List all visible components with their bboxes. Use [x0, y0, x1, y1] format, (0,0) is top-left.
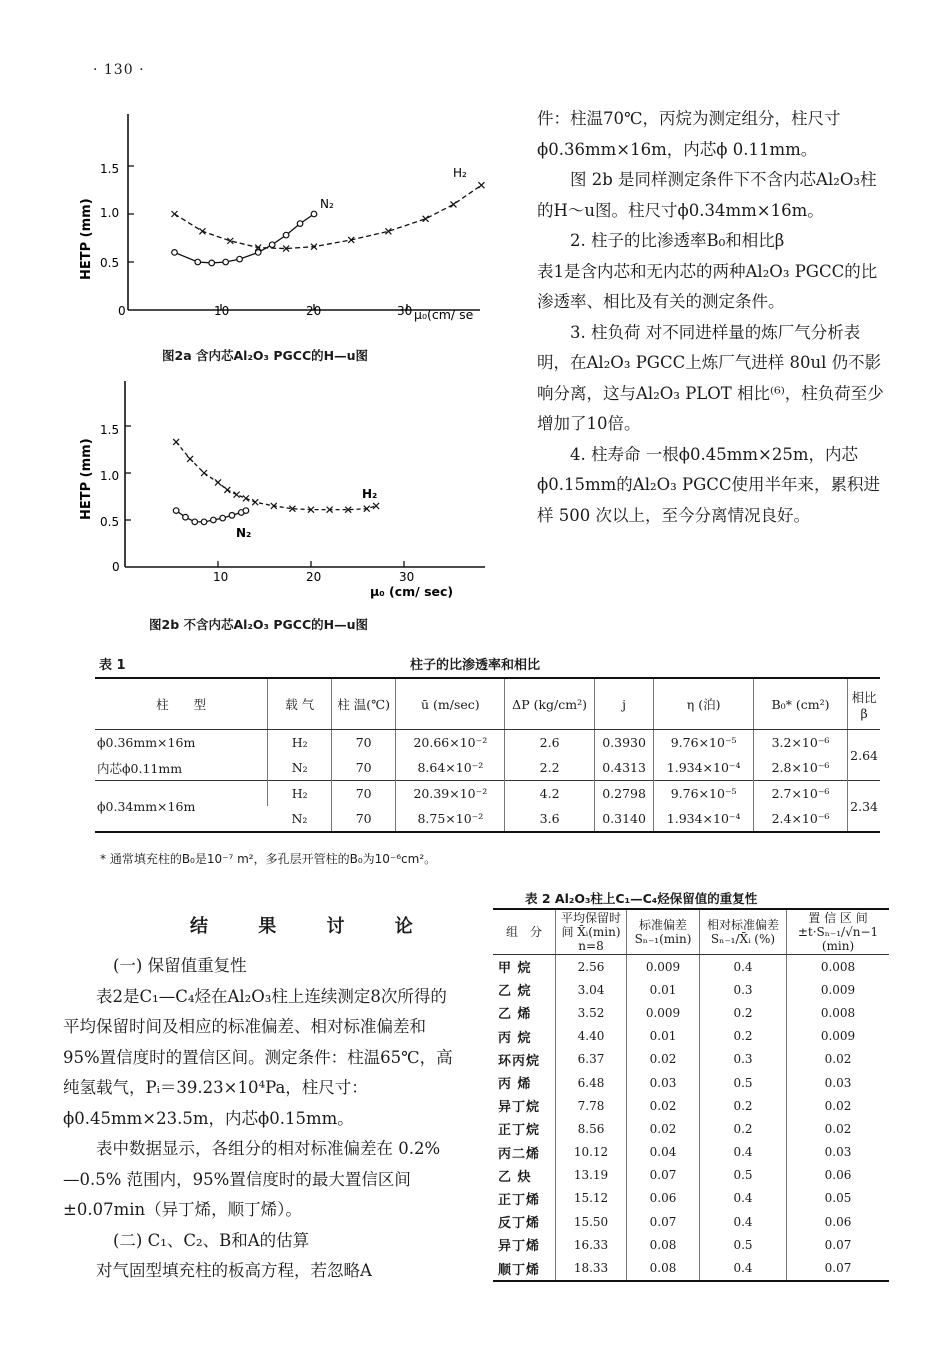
table-cell: 0.06: [787, 1164, 890, 1187]
table-row: [493, 1233, 889, 1256]
figure-2a-plot: [128, 114, 484, 310]
table-cell: 16.33: [556, 1233, 627, 1256]
subheading: (一) 保留值重复性: [113, 956, 247, 975]
data-point: [311, 211, 317, 217]
table-1-title: 柱子的比渗透率和相比: [409, 658, 540, 673]
table-cell: 0.5: [700, 1071, 787, 1094]
table-cell: 20.39×10⁻²: [396, 781, 505, 807]
figure-2a-ylabel: HETP (mm): [79, 198, 94, 280]
table-cell: N₂: [291, 811, 308, 826]
subheading: (二) C₁、C₂、B和A的估算: [113, 1230, 310, 1250]
table-row: [95, 730, 880, 756]
figure-2b-label-n2: N₂: [236, 526, 252, 540]
figure-2b-caption: 图2b 不含内芯Al₂O₃ PGCC的H—u图: [149, 617, 369, 632]
table-cell: 9.76×10⁻⁵: [654, 781, 753, 807]
data-point: [234, 492, 240, 498]
table-cell: 7.78: [556, 1094, 627, 1117]
table-cell: 3.6: [505, 806, 594, 832]
table-cell: 2.64: [848, 730, 880, 781]
table-cell: 2.2: [505, 755, 594, 781]
data-point: [478, 182, 484, 188]
table-cell: 3.52: [556, 1001, 627, 1024]
table-header: B₀* (cm²): [753, 678, 847, 730]
data-point: [237, 256, 243, 262]
table-row: [493, 1048, 889, 1071]
table-header: 相比β: [848, 678, 880, 730]
table-cell: 0.5: [700, 1164, 787, 1187]
table-header: 标准偏差 Sₙ₋₁(min): [627, 909, 700, 955]
component-name: 甲 烷: [498, 961, 532, 977]
figure-2b-ytick: 0.5: [100, 515, 120, 529]
table-row: [95, 781, 880, 807]
table-cell: 0.4: [700, 1187, 787, 1210]
data-point: [172, 211, 178, 217]
table-cell: 0.3: [700, 1048, 787, 1071]
table-cell: 0.07: [627, 1210, 700, 1233]
table-cell: 0.03: [787, 1071, 890, 1094]
table-cell: ϕ0.34mm×16m: [95, 781, 268, 833]
table-cell: 18.33: [556, 1256, 627, 1280]
table-cell: 0.4: [700, 1141, 787, 1164]
table-cell: 70: [332, 730, 396, 756]
table-header: η (泊): [654, 678, 753, 730]
component-name: 乙 烯: [498, 1007, 532, 1023]
data-point: [423, 216, 429, 222]
data-point: [173, 508, 179, 514]
table-cell: 0.07: [787, 1256, 890, 1280]
data-point: [243, 495, 249, 501]
table-cell: 2.4×10⁻⁶: [753, 806, 847, 832]
data-point: [201, 519, 207, 525]
table-header-row: [95, 678, 880, 730]
table-cell: 0.07: [627, 1164, 700, 1187]
table-row: [493, 1094, 889, 1117]
table-cell: 0.2: [700, 1094, 787, 1117]
table-cell: 0.03: [787, 1141, 890, 1164]
figure-2a-xtick: 10: [214, 304, 230, 318]
table-cell: 3.2×10⁻⁶: [753, 730, 847, 756]
table-cell: 0.4: [700, 1256, 787, 1280]
table-cell: 2.34: [848, 781, 880, 833]
table-cell: 0.06: [787, 1210, 890, 1233]
paragraph: 件：柱温70℃，丙烷为测定组分，柱尺寸ϕ0.36mm×16m，内芯ϕ 0.11mm。: [537, 109, 841, 159]
table-cell: 6.37: [556, 1048, 627, 1071]
data-point: [199, 228, 205, 234]
figure-2a-label-n2: N₂: [320, 197, 334, 211]
table-cell: 0.4: [700, 955, 787, 979]
table-cell: 0.3930: [594, 730, 654, 756]
table-row: [493, 1071, 889, 1094]
table-cell: 0.02: [627, 1094, 700, 1117]
figure-2b-ytick: 1.0: [100, 469, 120, 483]
table-cell: 0.02: [787, 1117, 890, 1140]
table-header: 平均保留时 间 X̄ᵢ(min) n=8: [556, 909, 627, 955]
table-cell: 20.66×10⁻²: [396, 730, 505, 756]
paragraph: 4. 柱寿命 一根ϕ0.45mm×25m，内芯ϕ0.15mm的Al₂O₃ PGCC使用半年来，累积进样 500 次以上，至今分离情况良好。: [537, 444, 881, 525]
table-cell: 3.04: [556, 978, 627, 1001]
page-number: · 130 ·: [93, 62, 145, 78]
table-cell: 0.02: [627, 1117, 700, 1140]
table-cell: 0.2798: [594, 781, 654, 807]
paragraph: 表中数据显示，各组分的相对标准偏差在 0.2%—0.5% 范围内，95%置信度时的最大置信区间±0.07min（异丁烯，顺丁烯）。: [63, 1139, 441, 1219]
table-header: 柱 型: [95, 678, 268, 730]
table-2: [493, 908, 889, 1282]
data-point: [183, 514, 189, 520]
data-point: [215, 479, 221, 485]
figure-2a-ytick: 0.5: [100, 256, 120, 270]
paragraph: 表1是含内芯和无内芯的两种Al₂O₃ PGCC的比渗透率、相比及有关的测定条件。: [537, 261, 878, 311]
data-point: [269, 242, 275, 248]
right-column-text: [537, 104, 887, 531]
figure-2b-xtick: 10: [213, 570, 229, 584]
data-point: [173, 439, 179, 445]
table-cell: 15.12: [556, 1187, 627, 1210]
table-row: [493, 1141, 889, 1164]
component-name: 乙 炔: [498, 1169, 532, 1185]
figure-2a: [70, 100, 510, 335]
table-cell: 2.8×10⁻⁶: [753, 755, 847, 781]
data-point: [223, 259, 229, 265]
table-cell: 2.6: [505, 730, 594, 756]
table-cell: 1.934×10⁻⁴: [654, 755, 753, 781]
paragraph: 图 2b 是同样测定条件下不含内芯Al₂O₃柱的H～u图。柱尺寸ϕ0.34mm×16m。: [537, 170, 877, 220]
figure-2a-xtick: 30: [397, 304, 413, 318]
table-cell: 0.2: [700, 1025, 787, 1048]
table-cell: 0.008: [787, 955, 890, 979]
table-cell: 0.08: [627, 1233, 700, 1256]
section-heading: 结 果 讨 论: [190, 916, 435, 937]
table-cell: 0.01: [627, 1025, 700, 1048]
figure-2a-xtick: 0: [118, 304, 126, 318]
table-row: [493, 1025, 889, 1048]
table-cell: H₂: [268, 730, 332, 756]
table-header: 载 气: [268, 678, 332, 730]
data-point: [224, 487, 230, 493]
table-cell: 9.76×10⁻⁵: [654, 730, 753, 756]
table-cell: N₂: [268, 755, 332, 781]
table-row: [493, 1001, 889, 1024]
data-point: [195, 259, 201, 265]
table-cell: 0.03: [627, 1071, 700, 1094]
table-cell: 0.02: [787, 1048, 890, 1071]
table-cell: 0.02: [627, 1048, 700, 1071]
data-point: [192, 519, 198, 525]
table-row: [493, 1164, 889, 1187]
table-header: ū (m/sec): [396, 678, 505, 730]
table-row: [493, 1210, 889, 1233]
data-point: [243, 508, 249, 514]
table-header: 相对标准偏差 Sₙ₋₁/X̄ᵢ (%): [700, 909, 787, 955]
table-cell: 8.64×10⁻²: [396, 755, 505, 781]
table-cell: 70: [332, 755, 396, 781]
table-cell: 0.01: [627, 978, 700, 1001]
table-header: j: [594, 678, 654, 730]
data-point: [172, 250, 178, 256]
figure-2a-caption: 图2a 含内芯Al₂O₃ PGCC的H—u图: [162, 348, 369, 363]
table-1-footnote: * 通常填充柱的B₀是10⁻⁷ m²，多孔层开管柱的B₀为10⁻⁶cm²。: [100, 852, 437, 866]
component-name: 反丁烯: [498, 1216, 541, 1232]
table-cell: ϕ0.36mm×16m: [97, 735, 196, 750]
paragraph: 3. 柱负荷 对不同进样量的炼厂气分析表明，在Al₂O₃ PGCC上炼厂气进样 80ul 仍不影响分离，这与Al₂O₃ PLOT 相比⁽⁶⁾，柱负荷至少增加了10倍。: [537, 322, 884, 433]
table-cell: 0.008: [787, 1001, 890, 1024]
data-point: [229, 513, 235, 519]
table-row: [95, 755, 880, 781]
component-name: 正丁烯: [498, 1192, 541, 1208]
component-name: 丙 烯: [498, 1077, 532, 1093]
component-name: 顺丁烯: [498, 1262, 541, 1278]
table-cell: 0.07: [787, 1233, 890, 1256]
component-name: 异丁烯: [498, 1239, 541, 1255]
left-column-text: [63, 951, 453, 1287]
table-cell: 0.009: [627, 955, 700, 979]
table-cell: 0.02: [787, 1094, 890, 1117]
table-cell: 0.08: [627, 1256, 700, 1280]
table-header: ΔP (kg/cm²): [505, 678, 594, 730]
table-header-row: [493, 909, 889, 955]
component-name: 丙二烯: [498, 1146, 541, 1162]
table-cell: 1.934×10⁻⁴: [654, 806, 753, 832]
figure-2b-xtick: 30: [399, 570, 415, 584]
table-row: [493, 978, 889, 1001]
figure-2a-label-h2: H₂: [453, 166, 467, 180]
data-point: [209, 260, 215, 266]
table-row: [493, 1117, 889, 1140]
table-header: 柱 温(℃): [332, 678, 396, 730]
series-line-0: [175, 214, 315, 263]
data-point: [297, 221, 303, 227]
data-point: [201, 470, 207, 476]
data-point: [187, 456, 193, 462]
table-cell: 70: [332, 806, 396, 832]
component-name: 异丁烷: [498, 1100, 541, 1116]
data-point: [211, 517, 217, 523]
table-cell: 0.2: [700, 1001, 787, 1024]
table-cell: 2.56: [556, 955, 627, 979]
component-name: 乙 烷: [498, 984, 532, 1000]
figure-2a-xtick: 20: [306, 304, 322, 318]
table-1: [95, 677, 880, 833]
table-cell: 0.4313: [594, 755, 654, 781]
series-line-1: [175, 185, 482, 248]
component-name: 丙 烷: [498, 1030, 532, 1046]
table-row: [493, 955, 889, 979]
table-cell: 10.12: [556, 1141, 627, 1164]
table-cell: 0.04: [627, 1141, 700, 1164]
figure-2b-ylabel: HETP (mm): [79, 438, 94, 520]
table-cell: H₂: [268, 781, 332, 807]
paragraph: 表2是C₁—C₄烃在Al₂O₃柱上连续测定8次所得的平均保留时间及相应的标准偏差、相对标准偏差和95%置信度时的置信区间。测定条件：柱温65℃，高纯氢载气，Pᵢ＝39.23×10⁴Pa，柱尺寸：ϕ0.45mm×23.5m，内芯ϕ0.15mm。: [63, 986, 453, 1128]
data-point: [220, 515, 226, 521]
table-cell: 0.4: [700, 1210, 787, 1233]
table-cell: 内芯ϕ0.11mm: [97, 760, 183, 776]
table-header: 组 分: [493, 909, 556, 955]
table-cell: 4.40: [556, 1025, 627, 1048]
table-cell: 70: [332, 781, 396, 807]
table-cell: 0.009: [787, 1025, 890, 1048]
table-cell: 15.50: [556, 1210, 627, 1233]
table-cell: 6.48: [556, 1071, 627, 1094]
subheading: 2. 柱子的比渗透率B₀和相比β: [570, 231, 785, 250]
figure-2a-ytick: 1.0: [100, 206, 120, 220]
table-cell: 0.3140: [594, 806, 654, 832]
table-2-title: 表 2 Al₂O₃柱上C₁—C₄烃保留值的重复性: [525, 891, 758, 906]
component-name: 环丙烷: [498, 1053, 541, 1069]
figure-2a-ytick: 1.5: [100, 162, 120, 176]
figure-2b-xtick: 0: [112, 560, 120, 574]
table-cell: 0.009: [787, 978, 890, 1001]
table-cell: 8.75×10⁻²: [396, 806, 505, 832]
table-cell: 8.56: [556, 1117, 627, 1140]
figure-2b-plot: [125, 381, 485, 567]
table-cell: 0.5: [700, 1233, 787, 1256]
figure-2b-xlabel: μ₀ (cm/ sec): [370, 584, 454, 599]
table-row: [493, 1256, 889, 1280]
figure-2b-ytick: 1.5: [100, 423, 120, 437]
table-cell: 4.2: [505, 781, 594, 807]
paragraph: 对气固型填充柱的板高方程，若忽略A: [96, 1261, 372, 1280]
data-point: [252, 499, 258, 505]
figure-2b-label-h2: H₂: [362, 487, 378, 501]
table-1-label: 表 1: [99, 658, 126, 673]
figure-2a-xlabel: μ₀(cm/ se: [414, 307, 474, 322]
figure-2b: [70, 375, 510, 610]
figure-2b-xtick: 20: [306, 570, 322, 584]
table-row: [493, 1187, 889, 1210]
table-cell: 0.2: [700, 1117, 787, 1140]
table-cell: 0.009: [627, 1001, 700, 1024]
table-cell: 0.05: [787, 1187, 890, 1210]
table-cell: 13.19: [556, 1164, 627, 1187]
table-cell: 0.3: [700, 978, 787, 1001]
data-point: [255, 250, 261, 256]
table-cell: 0.06: [627, 1187, 700, 1210]
table-header: 置 信 区 间 ±t·Sₙ₋₁/√n−1 (min): [787, 909, 890, 955]
data-point: [451, 201, 457, 207]
table-cell: 2.7×10⁻⁶: [753, 781, 847, 807]
data-point: [283, 232, 289, 238]
component-name: 正丁烷: [498, 1123, 541, 1139]
